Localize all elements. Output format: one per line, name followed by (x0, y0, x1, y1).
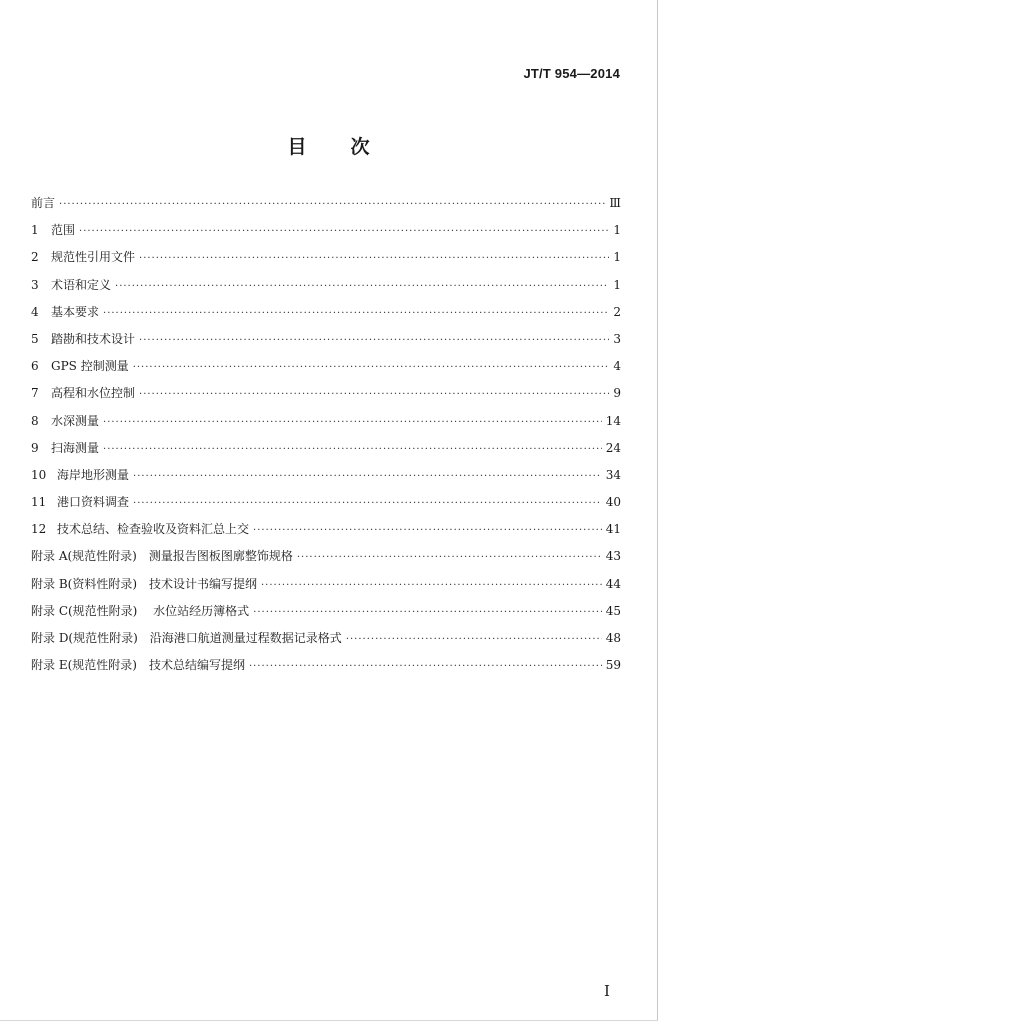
toc-leader-dots (133, 471, 602, 482)
toc-entry-appendix-c[interactable] (31, 602, 621, 629)
title-char-2: 次 (350, 136, 370, 158)
toc-leader-dots (103, 444, 602, 455)
toc-entry-page: 9 (613, 386, 621, 401)
title-char-1: 目 (287, 136, 307, 158)
toc-entry-label: 规范性引用文件 (51, 250, 136, 265)
toc-entry-9[interactable] (31, 439, 621, 466)
toc-entry-appendix-d[interactable] (31, 629, 621, 656)
toc-entry-number: 10 (31, 467, 47, 482)
toc-entry-page: 41 (605, 522, 621, 537)
toc-leader-dots (253, 525, 602, 536)
toc-entry-4[interactable] (31, 303, 621, 330)
toc-entry-label: GPS 控制测量 (51, 359, 129, 374)
toc-entry-appendix-b[interactable] (31, 575, 621, 602)
toc-entry-label: 扫海测量 (51, 440, 100, 455)
toc-entry-5[interactable] (31, 330, 621, 357)
toc-leader-dots (79, 226, 609, 237)
toc-entry-8[interactable] (31, 412, 621, 439)
toc-entry-appendix-a[interactable] (31, 547, 621, 574)
toc-entry-page: 40 (605, 495, 621, 510)
toc-entry-page: 1 (613, 223, 621, 238)
toc-leader-dots (346, 634, 602, 645)
toc-leader-dots (253, 607, 602, 618)
toc-entry-number: 1 (31, 223, 39, 238)
toc-entry-label: 术语和定义 (51, 277, 112, 292)
toc-entry-number: 2 (31, 250, 39, 265)
toc-leader-dots (139, 253, 609, 264)
toc-leader-dots (59, 199, 605, 210)
toc-entry-page: 44 (605, 576, 621, 591)
toc-entry-number: 11 (31, 495, 47, 510)
toc-entry-number: 9 (31, 440, 39, 455)
toc-entry-11[interactable] (31, 493, 621, 520)
toc-entry-page: 2 (613, 304, 621, 319)
toc-entry-foreword[interactable] (31, 194, 621, 221)
toc-leader-dots (115, 281, 609, 292)
toc-entry-page: 1 (613, 250, 621, 265)
toc-entry-6[interactable] (31, 357, 621, 384)
toc-leader-dots (103, 417, 602, 428)
toc-leader-dots (103, 308, 609, 319)
toc-entry-3[interactable] (31, 276, 621, 303)
toc-entry-page: 48 (605, 631, 621, 645)
page-number: I (604, 982, 610, 1000)
toc-entry-2[interactable] (31, 248, 621, 275)
toc-entry-label: 附录 B(资料性附录) 技术设计书编写提纲 (31, 576, 257, 591)
toc-entry-label: 附录 D(规范性附录) 沿海港口航道测量过程数据记录格式 (31, 631, 342, 645)
toc-leader-dots (133, 362, 609, 373)
toc-entry-page: 14 (605, 413, 621, 428)
table-of-contents (31, 194, 621, 683)
toc-entry-appendix-e[interactable] (31, 656, 621, 683)
standard-code: JT/T 954—2014 (523, 66, 620, 81)
toc-entry-page: 45 (605, 603, 621, 618)
toc-entry-page: 3 (613, 331, 621, 346)
toc-entry-page: 1 (613, 277, 621, 292)
page-title (0, 132, 657, 159)
toc-entry-label: 水深测量 (51, 413, 100, 428)
toc-leader-dots (133, 498, 602, 509)
toc-entry-label: 基本要求 (51, 304, 100, 319)
toc-entry-page: 59 (605, 658, 621, 673)
toc-entry-page: 43 (605, 549, 621, 564)
toc-entry-7[interactable] (31, 384, 621, 411)
toc-entry-label: 高程和水位控制 (51, 386, 136, 401)
toc-entry-label: 踏勘和技术设计 (51, 331, 136, 346)
toc-entry-label: 附录 C(规范性附录) 水位站经历簿格式 (31, 603, 250, 618)
toc-entry-12[interactable] (31, 520, 621, 547)
toc-entry-number: 6 (31, 359, 39, 374)
toc-entry-page: 24 (605, 440, 621, 455)
toc-entry-label: 前言 (31, 196, 56, 210)
toc-entry-1[interactable] (31, 221, 621, 248)
toc-entry-label: 技术总结、检查验收及资料汇总上交 (57, 522, 250, 537)
toc-leader-dots (249, 661, 602, 672)
toc-entry-number: 7 (31, 386, 39, 401)
toc-entry-number: 5 (31, 331, 39, 346)
toc-entry-number: 12 (31, 522, 47, 537)
toc-entry-number: 3 (31, 277, 39, 292)
toc-entry-label: 附录 E(规范性附录) 技术总结编写提纲 (31, 658, 245, 673)
toc-leader-dots (297, 552, 602, 563)
toc-entry-page: 34 (605, 467, 621, 482)
toc-entry-label: 附录 A(规范性附录) 测量报告图板图廓整饰规格 (31, 549, 293, 564)
toc-leader-dots (139, 335, 609, 346)
toc-entry-number: 8 (31, 413, 39, 428)
toc-entry-number: 4 (31, 304, 39, 319)
toc-entry-label: 范围 (51, 223, 76, 238)
toc-entry-label: 海岸地形测量 (57, 467, 130, 482)
toc-leader-dots (139, 389, 609, 400)
toc-entry-10[interactable] (31, 466, 621, 493)
toc-leader-dots (261, 580, 602, 591)
toc-entry-page: 4 (613, 359, 621, 374)
toc-entry-label: 港口资料调查 (57, 495, 130, 510)
toc-entry-page: Ⅲ (609, 196, 621, 210)
